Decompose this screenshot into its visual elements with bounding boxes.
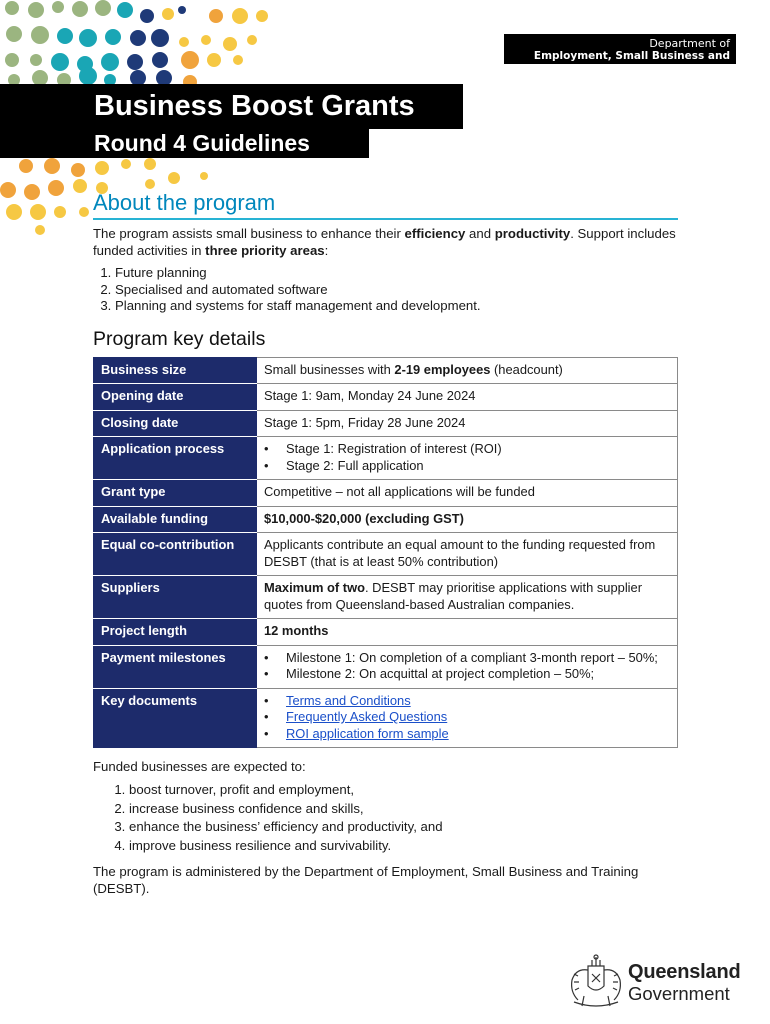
decorative-dot xyxy=(233,55,243,65)
row-label: Opening date xyxy=(94,384,257,411)
table-row xyxy=(94,506,678,533)
row-value: Competitive – not all applications will be funded xyxy=(257,480,678,507)
key-details-table xyxy=(93,357,678,749)
row-value xyxy=(257,645,678,688)
value-bold: 2-19 employees xyxy=(394,361,491,377)
logo-government: Government xyxy=(628,983,730,1004)
list-item: 2. increase business confidence and skills, xyxy=(129,800,678,819)
table-row xyxy=(94,357,678,384)
priority-areas-list xyxy=(93,265,678,315)
expectations-list xyxy=(93,781,678,855)
decorative-dot xyxy=(152,52,168,68)
row-label: Grant type xyxy=(94,480,257,507)
page-subtitle: Round 4 Guidelines xyxy=(0,129,369,158)
decorative-dot xyxy=(232,8,248,24)
decorative-dot xyxy=(105,29,121,45)
decorative-dot xyxy=(127,54,143,70)
decorative-dot xyxy=(19,159,33,173)
intro-bold-efficiency: efficiency xyxy=(404,226,466,241)
row-value xyxy=(257,357,678,384)
row-label: Business size xyxy=(94,357,257,384)
list-item: 3. Planning and systems for staff management and development. xyxy=(115,298,678,315)
decorative-dot xyxy=(52,1,64,13)
decorative-dot xyxy=(79,29,97,47)
table-row xyxy=(94,480,678,507)
row-label: Suppliers xyxy=(94,576,257,619)
decorative-dot xyxy=(145,179,155,189)
row-label: Closing date xyxy=(94,410,257,437)
administration-note: The program is administered by the Department of Employment, Small Business and Training (DESBT). xyxy=(93,864,639,896)
table-row xyxy=(94,437,678,480)
decorative-dot xyxy=(5,53,19,67)
decorative-dot xyxy=(54,206,66,218)
row-label: Project length xyxy=(94,619,257,646)
list-item: • Milestone 1: On completion of a compliant 3-month report – 50%; xyxy=(286,650,671,667)
decorative-dot xyxy=(44,158,60,174)
list-item: • Stage 2: Full application xyxy=(286,458,671,475)
terms-and-conditions-link[interactable]: Terms and Conditions xyxy=(286,692,411,708)
row-label: Application process xyxy=(94,437,257,480)
row-value: Stage 1: 5pm, Friday 28 June 2024 xyxy=(257,410,678,437)
queensland-coat-of-arms-icon xyxy=(566,952,626,1010)
decorative-dot xyxy=(5,1,19,15)
decorative-dot xyxy=(130,30,146,46)
decorative-dot xyxy=(209,9,223,23)
logo-queensland: Queensland xyxy=(628,961,741,983)
decorative-dot xyxy=(31,26,49,44)
department-line-1: Department of xyxy=(649,37,730,50)
decorative-dot xyxy=(144,158,156,170)
row-value xyxy=(257,688,678,748)
row-label: Key documents xyxy=(94,688,257,748)
decorative-dot xyxy=(162,8,174,20)
intro-text: and xyxy=(465,226,495,241)
row-value: 12 months xyxy=(257,619,678,646)
value-text: Small businesses with xyxy=(264,361,395,377)
decorative-dot xyxy=(71,163,85,177)
queensland-government-logo xyxy=(566,952,741,1010)
value-bold: Maximum of two xyxy=(264,580,365,595)
row-label: Available funding xyxy=(94,506,257,533)
decorative-dot xyxy=(200,172,208,180)
row-label: Equal co-contribution xyxy=(94,533,257,576)
about-intro xyxy=(93,225,678,259)
decorative-dot xyxy=(35,225,45,235)
decorative-dot xyxy=(79,207,89,217)
list-item xyxy=(286,693,671,710)
value-text: . DESBT may prioritise applications with supplier quotes from Queensland-based Australian companies. xyxy=(264,580,643,612)
list-item: • Stage 1: Registration of interest (ROI) xyxy=(286,441,671,458)
bullet-list xyxy=(264,441,671,474)
intro-bold-priority-areas: three priority areas xyxy=(205,243,325,258)
faq-link[interactable]: Frequently Asked Questions xyxy=(286,709,448,724)
decorative-dot xyxy=(223,37,237,51)
table-row xyxy=(94,410,678,437)
department-line-2: Employment, Small Business and Training xyxy=(533,50,730,75)
decorative-dot xyxy=(79,67,97,85)
row-label: Payment milestones xyxy=(94,645,257,688)
decorative-dot xyxy=(48,180,64,196)
list-item: 4. improve business resilience and survivability. xyxy=(129,837,678,856)
decorative-dot xyxy=(24,184,40,200)
key-details-heading: Program key details xyxy=(93,327,266,350)
main-content xyxy=(93,190,678,897)
decorative-dot xyxy=(178,6,186,14)
list-item: 3. enhance the business’ efficiency and productivity, and xyxy=(129,818,678,837)
decorative-dot xyxy=(168,172,180,184)
row-value xyxy=(257,437,678,480)
about-heading: About the program xyxy=(93,190,678,220)
bullet-list xyxy=(264,650,671,683)
decorative-dot xyxy=(30,204,46,220)
row-value: Applicants contribute an equal amount to the funding requested from DESBT (that is at least 50% contribution) xyxy=(257,533,678,576)
table-row xyxy=(94,533,678,576)
row-value: $10,000-$20,000 (excluding GST) xyxy=(257,506,678,533)
decorative-dot xyxy=(201,35,211,45)
table-row xyxy=(94,645,678,688)
intro-bold-productivity: productivity xyxy=(494,226,571,241)
decorative-dot xyxy=(30,54,42,66)
decorative-dot xyxy=(73,179,87,193)
value-text: (headcount) xyxy=(490,361,563,377)
decorative-dot xyxy=(28,2,44,18)
decorative-dot xyxy=(207,53,221,67)
table-row xyxy=(94,688,678,748)
page-title: Business Boost Grants xyxy=(0,84,463,129)
decorative-dot xyxy=(6,204,22,220)
decorative-dot xyxy=(117,2,133,18)
decorative-dot xyxy=(121,159,131,169)
table-row xyxy=(94,619,678,646)
decorative-dot xyxy=(6,26,22,42)
decorative-dot xyxy=(0,182,16,198)
list-item: 2. Specialised and automated software xyxy=(115,282,678,299)
decorative-dot xyxy=(95,0,111,16)
decorative-dot xyxy=(140,9,154,23)
decorative-dot xyxy=(101,53,119,71)
decorative-dot xyxy=(256,10,268,22)
decorative-dot xyxy=(247,35,257,45)
decorative-dot xyxy=(51,53,69,71)
row-value: Stage 1: 9am, Monday 24 June 2024 xyxy=(257,384,678,411)
decorative-dot xyxy=(179,37,189,47)
list-item xyxy=(286,726,671,743)
list-item xyxy=(286,709,671,726)
decorative-dot xyxy=(95,161,109,175)
decorative-dot xyxy=(151,29,169,47)
intro-text: The program assists small business to enhance their xyxy=(93,226,405,241)
intro-text: . Support includes funded activities in xyxy=(93,226,676,258)
row-value xyxy=(257,576,678,619)
bullet-list xyxy=(264,693,671,743)
list-item: 1. boost turnover, profit and employment, xyxy=(129,781,678,800)
department-badge xyxy=(504,34,736,75)
decorative-dot xyxy=(57,28,73,44)
decorative-dot xyxy=(181,51,199,69)
table-row xyxy=(94,384,678,411)
roi-form-sample-link[interactable]: ROI application form sample xyxy=(286,725,449,741)
table-row xyxy=(94,576,678,619)
list-item: • Milestone 2: On acquittal at project completion – 50%; xyxy=(286,666,671,683)
list-item: 1. Future planning xyxy=(115,265,678,282)
expectations-intro: Funded businesses are expected to: xyxy=(93,759,306,774)
decorative-dot xyxy=(72,1,88,17)
intro-text: : xyxy=(324,243,329,258)
